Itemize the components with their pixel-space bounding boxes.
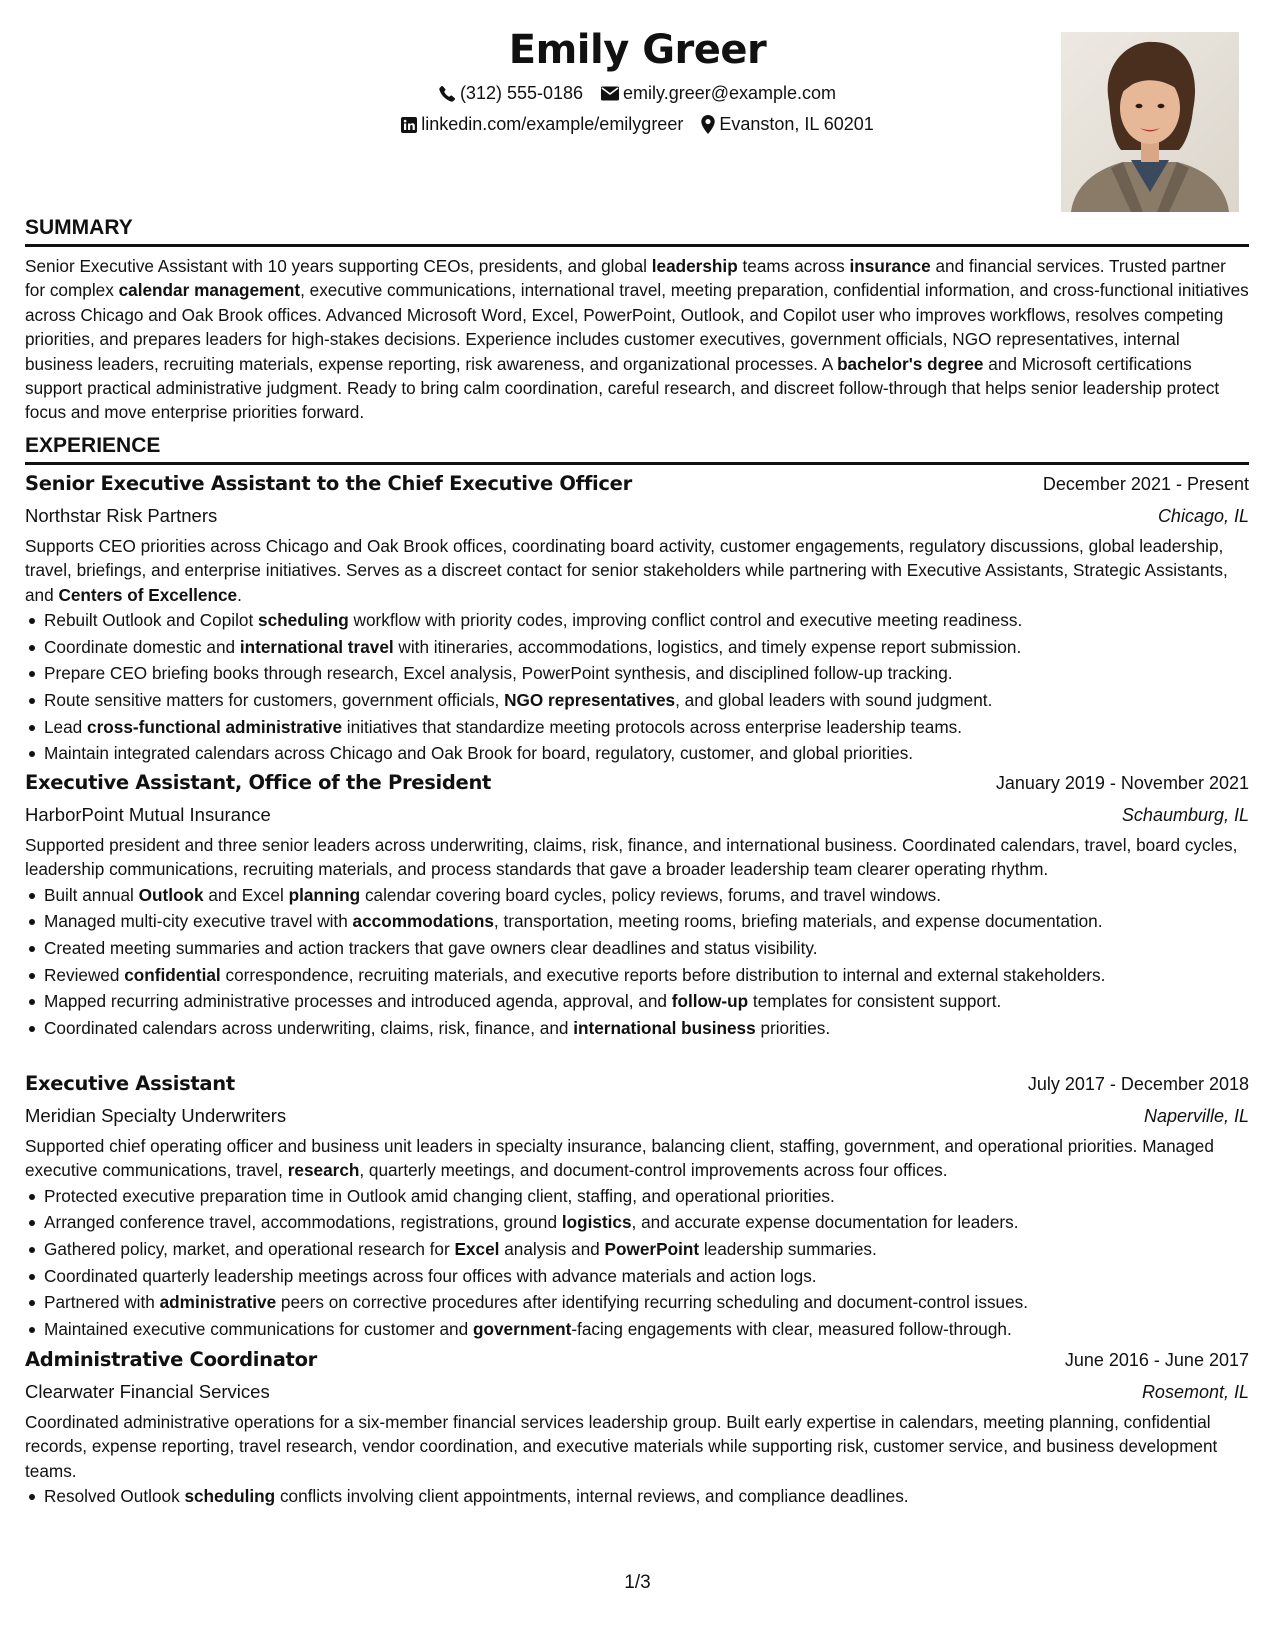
text-run: correspondence, recruiting materials, and executive reports before distribution to internal and external stakeholders. bbox=[220, 964, 1106, 985]
bold-keyword: bachelor's degree bbox=[837, 353, 984, 374]
bold-keyword: cross-functional administrative bbox=[87, 716, 343, 737]
achievement-item bbox=[44, 1289, 1249, 1316]
text-run: Supported president and three senior leaders across underwriting, claims, risk, finance, and international business. Coordinated calendars, travel, board cycles, leadership communications, recruiting materials, and process standards that gave a broader leadership team clearer operating rhythm. bbox=[25, 835, 1238, 880]
achievement-item bbox=[44, 714, 1249, 741]
job-dates: January 2019 - November 2021 bbox=[995, 773, 1249, 793]
job-dates: December 2021 - Present bbox=[1042, 474, 1249, 494]
achievement-list bbox=[25, 1183, 1249, 1343]
text-run: analysis and bbox=[499, 1239, 605, 1259]
achievement-item bbox=[44, 1183, 1249, 1210]
linkedin-text: linkedin.com/example/emilygreer bbox=[421, 114, 684, 134]
linkedin-icon bbox=[401, 117, 417, 133]
text-run: Reviewed bbox=[44, 964, 125, 985]
text-run: with itineraries, accommodations, logistics, and timely expense report submission. bbox=[393, 636, 1022, 657]
text-run: Maintained executive communications for customer and bbox=[44, 1318, 473, 1339]
text-run: Supported chief operating officer and business unit leaders in specialty insurance, balancing client, staffing, government, and operational priorities. Managed executive communications, travel, bbox=[25, 1136, 1214, 1181]
text-run: Prepare CEO briefing books through research, Excel analysis, PowerPoint synthesis, and disciplined follow-up tracking. bbox=[44, 663, 953, 684]
text-run: peers on corrective procedures after identifying recurring scheduling and document-control issues. bbox=[276, 1292, 1029, 1313]
text-run: Gathered policy, market, and operational research for bbox=[44, 1239, 455, 1259]
text-run: Coordinate domestic and bbox=[44, 636, 240, 657]
text-run: -facing engagements with clear, measured follow-through. bbox=[571, 1318, 1012, 1339]
text-run: . bbox=[237, 584, 242, 605]
summary-section bbox=[25, 214, 1249, 425]
text-run: Mapped recurring administrative processes and introduced agenda, approval, and bbox=[44, 991, 672, 1012]
job-entry bbox=[25, 1068, 1249, 1342]
text-run: Resolved Outlook bbox=[44, 1486, 185, 1507]
experience-heading: EXPERIENCE bbox=[25, 434, 161, 457]
summary-divider bbox=[25, 244, 1249, 247]
job-company-row bbox=[25, 500, 1249, 532]
text-run: , and global leaders with sound judgment. bbox=[675, 690, 993, 710]
achievement-item bbox=[44, 660, 1249, 687]
bold-keyword: international business bbox=[573, 1017, 756, 1038]
achievement-list bbox=[25, 607, 1249, 767]
job-title-row bbox=[25, 767, 1249, 799]
achievement-list bbox=[25, 1483, 1249, 1510]
job-company-row bbox=[25, 799, 1249, 831]
text-run: Created meeting summaries and action trackers that gave owners clear deadlines and status visibility. bbox=[44, 938, 818, 958]
job-title: Senior Executive Assistant to the Chief Executive Officer bbox=[25, 472, 632, 495]
achievement-item bbox=[44, 988, 1249, 1015]
text-run: Partnered with bbox=[44, 1292, 160, 1313]
job-summary bbox=[25, 833, 1249, 882]
job-dates: July 2017 - December 2018 bbox=[1027, 1074, 1249, 1094]
bold-keyword: confidential bbox=[124, 964, 221, 985]
bold-keyword: PowerPoint bbox=[604, 1239, 700, 1259]
job-entry bbox=[25, 1344, 1249, 1510]
bold-keyword: planning bbox=[288, 884, 361, 905]
linkedin-contact[interactable] bbox=[401, 109, 683, 140]
bold-keyword: scheduling bbox=[184, 1486, 276, 1507]
achievement-item bbox=[44, 1263, 1249, 1290]
bold-keyword: accommodations bbox=[352, 911, 494, 932]
bold-keyword: insurance bbox=[849, 256, 931, 276]
text-run: Coordinated quarterly leadership meetings across four offices with advance materials and action logs. bbox=[44, 1265, 817, 1286]
bold-keyword: research bbox=[287, 1160, 360, 1181]
text-run: Maintain integrated calendars across Chicago and Oak Brook for board, regulatory, customer, and global priorities. bbox=[44, 743, 914, 764]
bold-keyword: logistics bbox=[561, 1212, 632, 1233]
job-location: Rosemont, IL bbox=[1141, 1382, 1249, 1402]
text-run: leadership summaries. bbox=[699, 1239, 877, 1259]
location-text: Evanston, IL 60201 bbox=[719, 114, 874, 134]
text-run: Managed multi-city executive travel with bbox=[44, 911, 353, 932]
job-dates: June 2016 - June 2017 bbox=[1064, 1350, 1249, 1370]
bold-keyword: follow-up bbox=[671, 991, 749, 1012]
text-run: and Microsoft certifications support practical administrative judgment. Ready to bring calm coordination, careful research, and discreet follow-through that helps senior leadership protect focus and move enterprise priorities forward. bbox=[25, 353, 1220, 423]
job-summary bbox=[25, 534, 1249, 607]
text-run: Coordinated calendars across underwriting, claims, risk, finance, and bbox=[44, 1017, 574, 1038]
text-run: , and accurate expense documentation for leaders. bbox=[631, 1212, 1019, 1233]
bold-keyword: administrative bbox=[159, 1292, 277, 1313]
text-run: , transportation, meeting rooms, briefing materials, and expense documentation. bbox=[493, 911, 1103, 932]
achievement-item bbox=[44, 1236, 1249, 1263]
bold-keyword: Outlook bbox=[138, 884, 204, 905]
text-run: and Excel bbox=[203, 884, 289, 905]
text-run: workflow with priority codes, improving conflict control and executive meeting readiness. bbox=[348, 610, 1023, 631]
text-run: , executive communications, international travel, meeting preparation, confidential information, and cross-functional initiatives across Chicago and Oak Brook offices. Advanced Microsoft Word, Excel, PowerPoint, Outlook, and Copilot user who improves workflows, resolves competing priorities, and prepares leaders for high-stakes decisions. Experience includes customer executives, government officials, NGO representatives, internal business leaders, recruiting materials, expense reporting, risk awareness, and organizational processes. A bbox=[25, 280, 1249, 374]
bold-keyword: calendar management bbox=[118, 280, 301, 301]
text-run: Senior Executive Assistant with 10 years supporting CEOs, presidents, and global bbox=[25, 256, 652, 276]
job-title: Administrative Coordinator bbox=[25, 1348, 317, 1371]
achievement-item bbox=[44, 687, 1249, 714]
text-run: and financial services. Trusted partner for complex bbox=[25, 256, 1226, 301]
portrait-image bbox=[1061, 32, 1239, 212]
text-run: Protected executive preparation time in Outlook amid changing client, staffing, and operational priorities. bbox=[44, 1185, 835, 1206]
text-run: Arranged conference travel, accommodations, registrations, ground bbox=[44, 1212, 562, 1233]
experience-section bbox=[25, 432, 1249, 465]
achievement-item bbox=[44, 634, 1249, 661]
bold-keyword: NGO representatives bbox=[504, 690, 676, 710]
job-title-row bbox=[25, 1068, 1249, 1100]
text-run: Supports CEO priorities across Chicago and Oak Brook offices, coordinating board activity, customer engagements, regulatory discussions, global leadership, travel, briefings, and enterprise initiatives. Serves as a discreet contact for senior stakeholders while partnering with Executive Assistants, Strategic Assistants, and bbox=[25, 536, 1228, 605]
job-entry bbox=[25, 767, 1249, 1041]
bold-keyword: Excel bbox=[454, 1239, 500, 1259]
text-run: templates for consistent support. bbox=[748, 991, 1002, 1012]
bold-keyword: international travel bbox=[239, 636, 394, 657]
summary-paragraph bbox=[25, 254, 1249, 425]
company-name: Clearwater Financial Services bbox=[25, 1381, 270, 1402]
job-summary bbox=[25, 1134, 1249, 1183]
candidate-name: Emily Greer bbox=[508, 27, 767, 73]
achievement-item bbox=[44, 908, 1249, 935]
job-entry bbox=[25, 468, 1249, 767]
summary-heading: SUMMARY bbox=[25, 216, 133, 239]
text-run: Coordinated administrative operations for a six-member financial services leadership group. Built early expertise in calendars, meeting planning, confidential records, expense reporting, travel research, vendor coordination, and executive materials while supporting risk, customer service, and business development teams. bbox=[25, 1412, 1218, 1481]
envelope-icon bbox=[601, 86, 619, 101]
text-run: conflicts involving client appointments, internal reviews, and compliance deadlines. bbox=[275, 1486, 909, 1507]
bold-keyword: scheduling bbox=[258, 610, 349, 631]
text-run: Rebuilt Outlook and Copilot bbox=[44, 610, 259, 631]
email-contact[interactable] bbox=[601, 78, 836, 109]
job-location: Schaumburg, IL bbox=[1121, 805, 1249, 825]
text-run: Route sensitive matters for customers, government officials, bbox=[44, 690, 505, 710]
job-title: Executive Assistant bbox=[25, 1072, 235, 1095]
achievement-item bbox=[44, 740, 1249, 767]
text-run: , quarterly meetings, and document-control improvements across four offices. bbox=[359, 1160, 948, 1181]
map-pin-icon bbox=[701, 115, 715, 134]
job-summary bbox=[25, 1410, 1249, 1483]
achievement-item bbox=[44, 1483, 1249, 1510]
job-company-row bbox=[25, 1100, 1249, 1132]
achievement-item bbox=[44, 882, 1249, 909]
achievement-item bbox=[44, 1209, 1249, 1236]
phone-contact[interactable] bbox=[439, 78, 583, 109]
page-number: 1/3 bbox=[624, 1572, 651, 1593]
achievement-item bbox=[44, 962, 1249, 989]
experience-divider bbox=[25, 462, 1249, 465]
text-run: initiatives that standardize meeting protocols across enterprise leadership teams. bbox=[342, 716, 963, 737]
bold-keyword: leadership bbox=[651, 256, 738, 276]
job-title: Executive Assistant, Office of the President bbox=[25, 771, 492, 794]
text-run: Lead bbox=[44, 716, 88, 737]
bold-keyword: Centers of Excellence bbox=[58, 584, 238, 605]
bold-keyword: government bbox=[472, 1318, 572, 1339]
job-company-row bbox=[25, 1376, 1249, 1408]
job-title-row bbox=[25, 468, 1249, 500]
achievement-item bbox=[44, 935, 1249, 962]
achievement-item bbox=[44, 1015, 1249, 1042]
text-run: priorities. bbox=[755, 1017, 831, 1038]
achievement-item bbox=[44, 1316, 1249, 1343]
email-text: emily.greer@example.com bbox=[623, 83, 837, 103]
location-contact bbox=[701, 109, 873, 140]
job-location: Naperville, IL bbox=[1143, 1106, 1249, 1126]
phone-icon bbox=[439, 85, 456, 102]
profile-photo bbox=[1061, 32, 1239, 212]
company-name: HarborPoint Mutual Insurance bbox=[25, 804, 271, 825]
company-name: Northstar Risk Partners bbox=[25, 505, 218, 526]
achievement-list bbox=[25, 882, 1249, 1042]
text-run: teams across bbox=[737, 256, 850, 276]
company-name: Meridian Specialty Underwriters bbox=[25, 1105, 287, 1126]
job-title-row bbox=[25, 1344, 1249, 1376]
achievement-item bbox=[44, 607, 1249, 634]
job-location: Chicago, IL bbox=[1157, 506, 1249, 526]
text-run: Built annual bbox=[44, 884, 139, 905]
phone-text: (312) 555-0186 bbox=[459, 83, 584, 103]
text-run: calendar covering board cycles, policy reviews, forums, and travel windows. bbox=[360, 884, 941, 905]
